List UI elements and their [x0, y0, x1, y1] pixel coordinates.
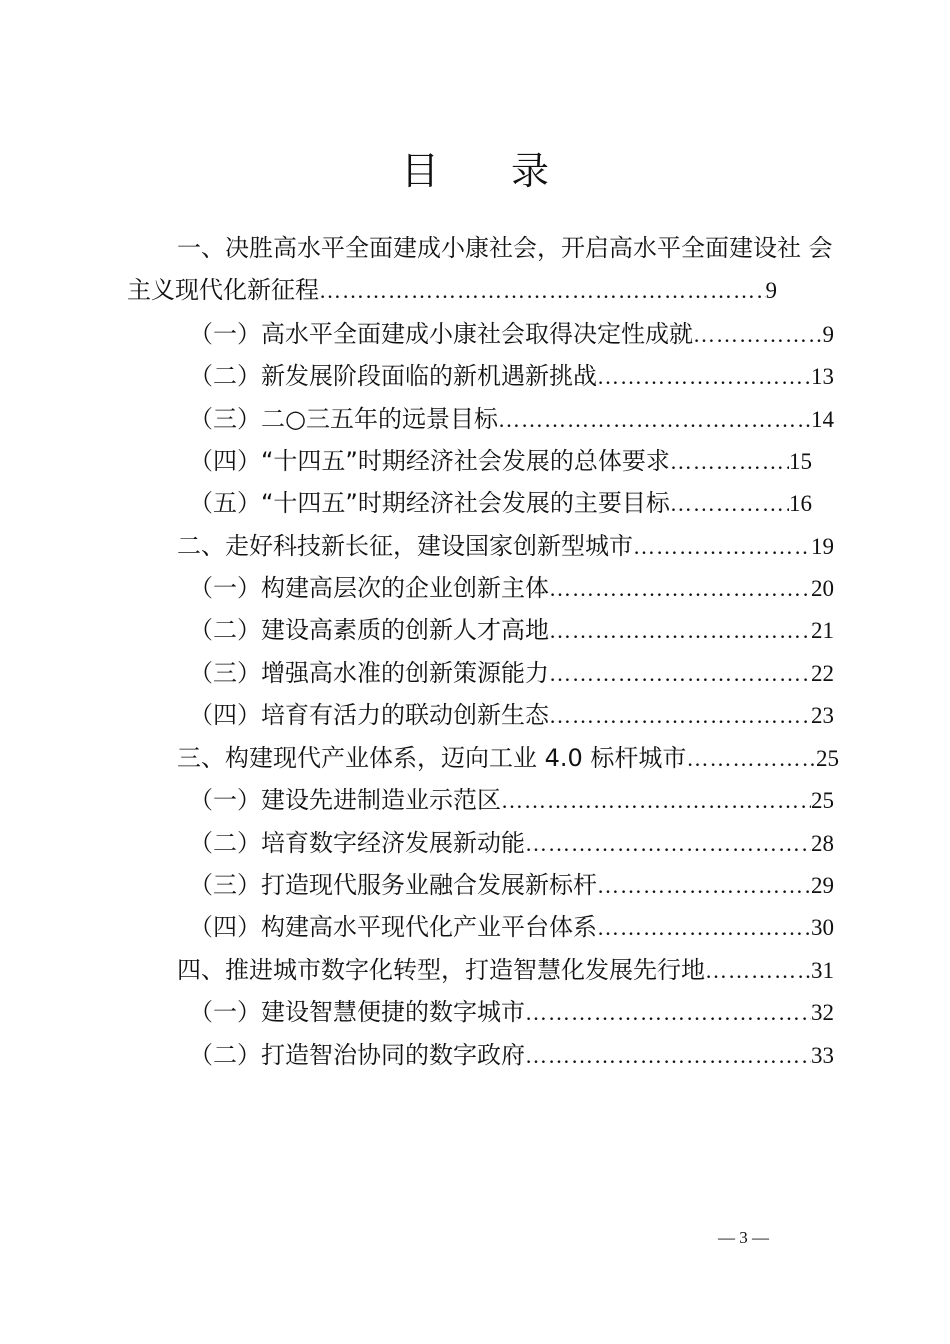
toc-leader-dots [670, 444, 789, 480]
toc-page-number: 9 [822, 322, 834, 347]
toc-entry[interactable] [189, 316, 834, 353]
toc-entry-text: （三）二○三五年的远景目标 [189, 405, 498, 433]
toc-entry-text: （二）打造智治协同的数字政府 [189, 1041, 525, 1069]
toc-leader-dots [705, 953, 811, 989]
toc-entry-text: （一）建设智慧便捷的数字城市 [189, 998, 525, 1026]
toc-entry-1-line-2[interactable] [127, 272, 777, 309]
toc-leader-dots [597, 868, 811, 904]
toc-leader-dots [525, 1038, 811, 1074]
toc-page-number: 29 [811, 873, 834, 898]
toc-entry-text: （四）“十四五”时期经济社会发展的总体要求 [189, 447, 670, 475]
toc-entry[interactable] [189, 401, 834, 438]
toc-entry-text: （二）建设高素质的创新人才高地 [189, 616, 549, 644]
toc-entry-text: （三）增强高水准的创新策源能力 [189, 659, 549, 687]
toc-page-number: 25 [811, 788, 834, 813]
toc-page-number: 31 [811, 958, 834, 983]
toc-page-number: 23 [811, 703, 834, 728]
toc-leader-dots [686, 741, 816, 777]
toc-entry[interactable] [189, 358, 834, 395]
toc-leader-dots [633, 529, 811, 565]
toc-entry-1-line-1[interactable] [177, 230, 837, 266]
toc-leader-dots [549, 698, 811, 734]
toc-entry-text: 四、推进城市数字化转型，打造智慧化发展先行地 [177, 956, 705, 984]
toc-entry-text: 三、构建现代产业体系，迈向工业 4.0 标杆城市 [177, 744, 687, 772]
toc-leader-dots [525, 826, 811, 862]
toc-leader-dots [525, 995, 811, 1031]
toc-entry-text: （一）高水平全面建成小康社会取得决定性成就 [189, 320, 693, 348]
toc-entry[interactable] [177, 952, 834, 989]
toc-page-number: 28 [811, 831, 834, 856]
toc-page-number: 9 [765, 278, 777, 303]
toc-entry[interactable] [189, 782, 834, 819]
toc-entry[interactable] [189, 909, 834, 946]
toc-leader-dots [549, 656, 811, 692]
toc-leader-dots [319, 273, 766, 309]
toc-leader-dots [549, 613, 811, 649]
toc-entry[interactable] [189, 867, 834, 904]
toc-entry[interactable] [189, 443, 812, 480]
toc-page-number: 20 [811, 576, 834, 601]
toc-entry-text: （五）“十四五”时期经济社会发展的主要目标 [189, 489, 670, 517]
toc-entry-text: 一、决胜高水平全面建成小康社会，开启高水平全面建设社 会 [177, 234, 833, 262]
toc-entry-text: （四）培育有活力的联动创新生态 [189, 701, 549, 729]
toc-entry[interactable] [189, 825, 834, 862]
toc-page-number: 33 [811, 1043, 834, 1068]
toc-entry-text: （一）建设先进制造业示范区 [189, 786, 501, 814]
toc-entry-text: 二、走好科技新长征，建设国家创新型城市 [177, 532, 633, 560]
toc-entry[interactable] [189, 485, 812, 522]
toc-page-number: 15 [789, 449, 812, 474]
toc-entry[interactable] [177, 528, 834, 565]
toc-entry[interactable] [189, 655, 834, 692]
toc-entry[interactable] [189, 1037, 834, 1074]
page-number: — 3 — [718, 1228, 769, 1247]
toc-entry-text: （二）新发展阶段面临的新机遇新挑战 [189, 362, 597, 390]
toc-entry-text: （一）构建高层次的企业创新主体 [189, 574, 549, 602]
toc-entry[interactable] [189, 697, 834, 734]
toc-leader-dots [597, 910, 811, 946]
toc-page-number: 30 [811, 915, 834, 940]
toc-leader-dots [501, 783, 811, 819]
toc-page-number: 14 [811, 407, 834, 432]
toc-page-number: 22 [811, 661, 834, 686]
toc-entry[interactable] [189, 994, 834, 1031]
toc-entry[interactable] [177, 740, 839, 777]
toc-entry-text: （三）打造现代服务业融合发展新标杆 [189, 871, 597, 899]
toc-leader-dots [693, 317, 823, 353]
toc-page-number: 32 [811, 1000, 834, 1025]
toc-page-number: 19 [811, 534, 834, 559]
toc-leader-dots [498, 402, 811, 438]
page-title: 目 录 [400, 149, 580, 193]
toc-page-number: 21 [811, 618, 834, 643]
toc-leader-dots [597, 359, 811, 395]
toc-leader-dots [549, 571, 811, 607]
toc-page-number: 13 [811, 364, 834, 389]
toc-entry-text: （四）构建高水平现代化产业平台体系 [189, 913, 597, 941]
toc-entry[interactable] [189, 612, 834, 649]
toc-entry-text: （二）培育数字经济发展新动能 [189, 829, 525, 857]
toc-page-number: 25 [816, 746, 839, 771]
toc-page-number: 16 [789, 491, 812, 516]
toc-leader-dots [670, 486, 789, 522]
toc-entry[interactable] [189, 570, 834, 607]
toc-entry-text: 主义现代化新征程 [127, 276, 319, 304]
